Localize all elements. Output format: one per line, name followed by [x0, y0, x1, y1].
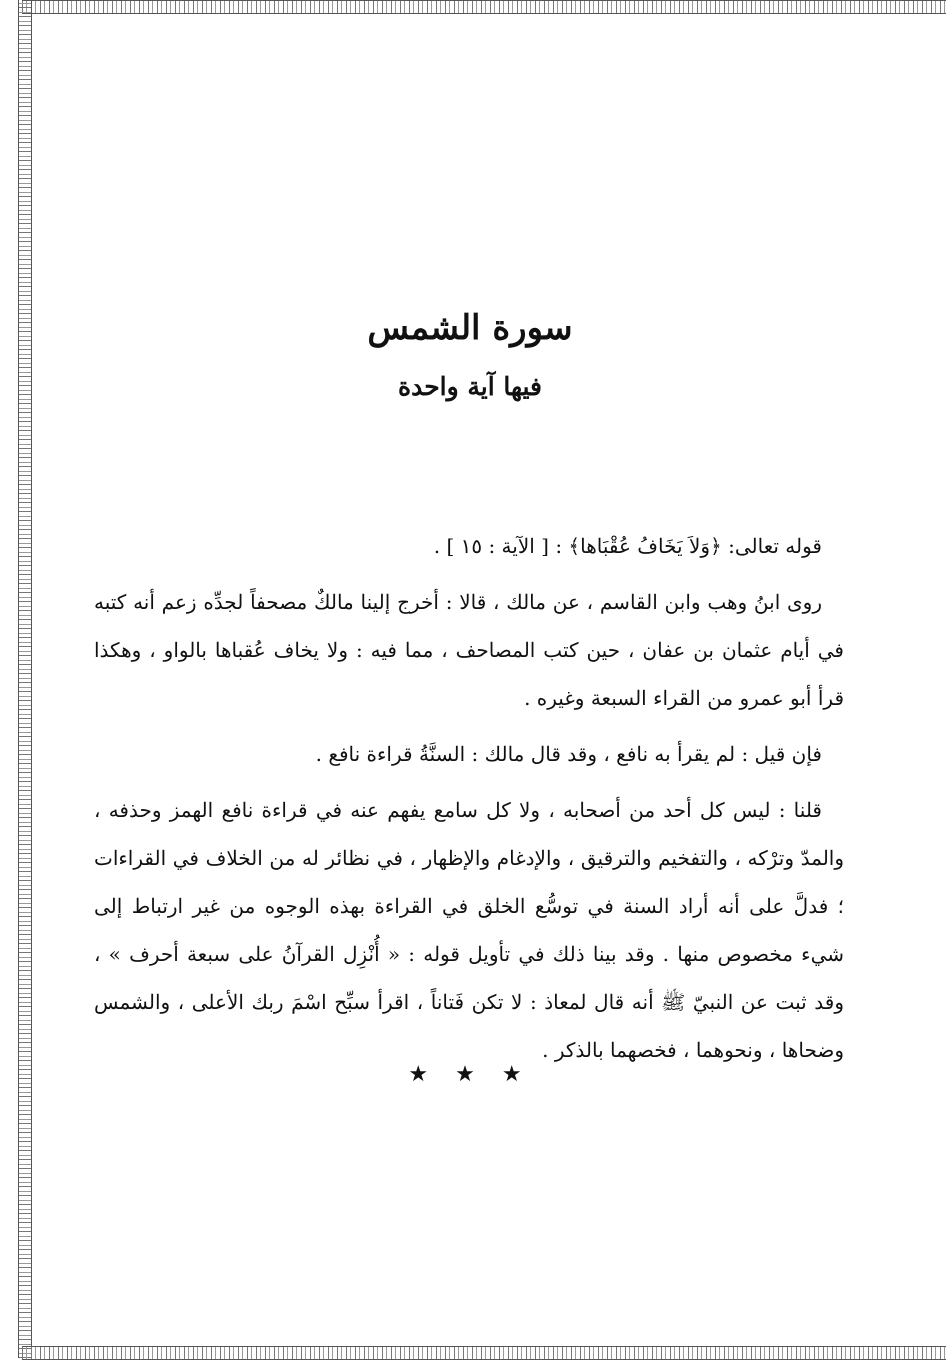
page-border-left [18, 0, 32, 1358]
paragraph-objection: فإن قيل : لم يقرأ به نافع ، وقد قال مالك : السنَّةُ قراءة نافع . [315, 742, 822, 766]
paragraph-response: قلنا : ليس كل أحد من أصحابه ، ولا كل سامع يفهم عنه في قراءة نافع الهمز وحذفه ، والمدّ وترْكه ، والتفخيم والترقيق ، والإدغام والإظهار ، في نظائر له من الخلاف في القراءات ؛ فدلَّ على أنه أراد السنة في توسُّع الخلق في القراءة بهذه الوجوه من غير ارتباط إلى شيء مخصوص منها . وقد بينا ذلك في تأويل قوله : « أُنْزِل القرآنُ على سبعة أحرف » ، وقد ثبت عن النبيّ ﷺ أنه قال لمعاذ : لا تكن فَتاناً ، اقرأ سبِّح اسْمَ ربك الأعلى ، والشمس وضحاها ، ونحوهما ، فخصهما بالذكر . [94, 798, 844, 1062]
body-text [94, 522, 844, 1082]
section-separator: ★ ★ ★ [408, 1062, 532, 1087]
document-page [40, 0, 900, 1340]
surah-subtitle: فيها آية واحدة [397, 372, 543, 401]
surah-title: سورة الشمس [367, 308, 573, 348]
page-border-bottom [22, 1346, 946, 1360]
paragraph-verse: قوله تعالى: ﴿وَلاَ يَخَافُ عُقْبَاها﴾ : [ الآية : ١٥ ] . [433, 534, 822, 558]
paragraph-narration: روى ابنُ وهب وابن القاسم ، عن مالك ، قالا : أخرج إلينا مالكٌ مصحفاً لجدِّه زعم أنه كتبه في أيام عثمان بن عفان ، حين كتب المصاحف ، مما فيه : ولا يخاف عُقباها بالواو ، وهكذا قرأ أبو عمرو من القراء السبعة وغيره . [94, 590, 844, 710]
